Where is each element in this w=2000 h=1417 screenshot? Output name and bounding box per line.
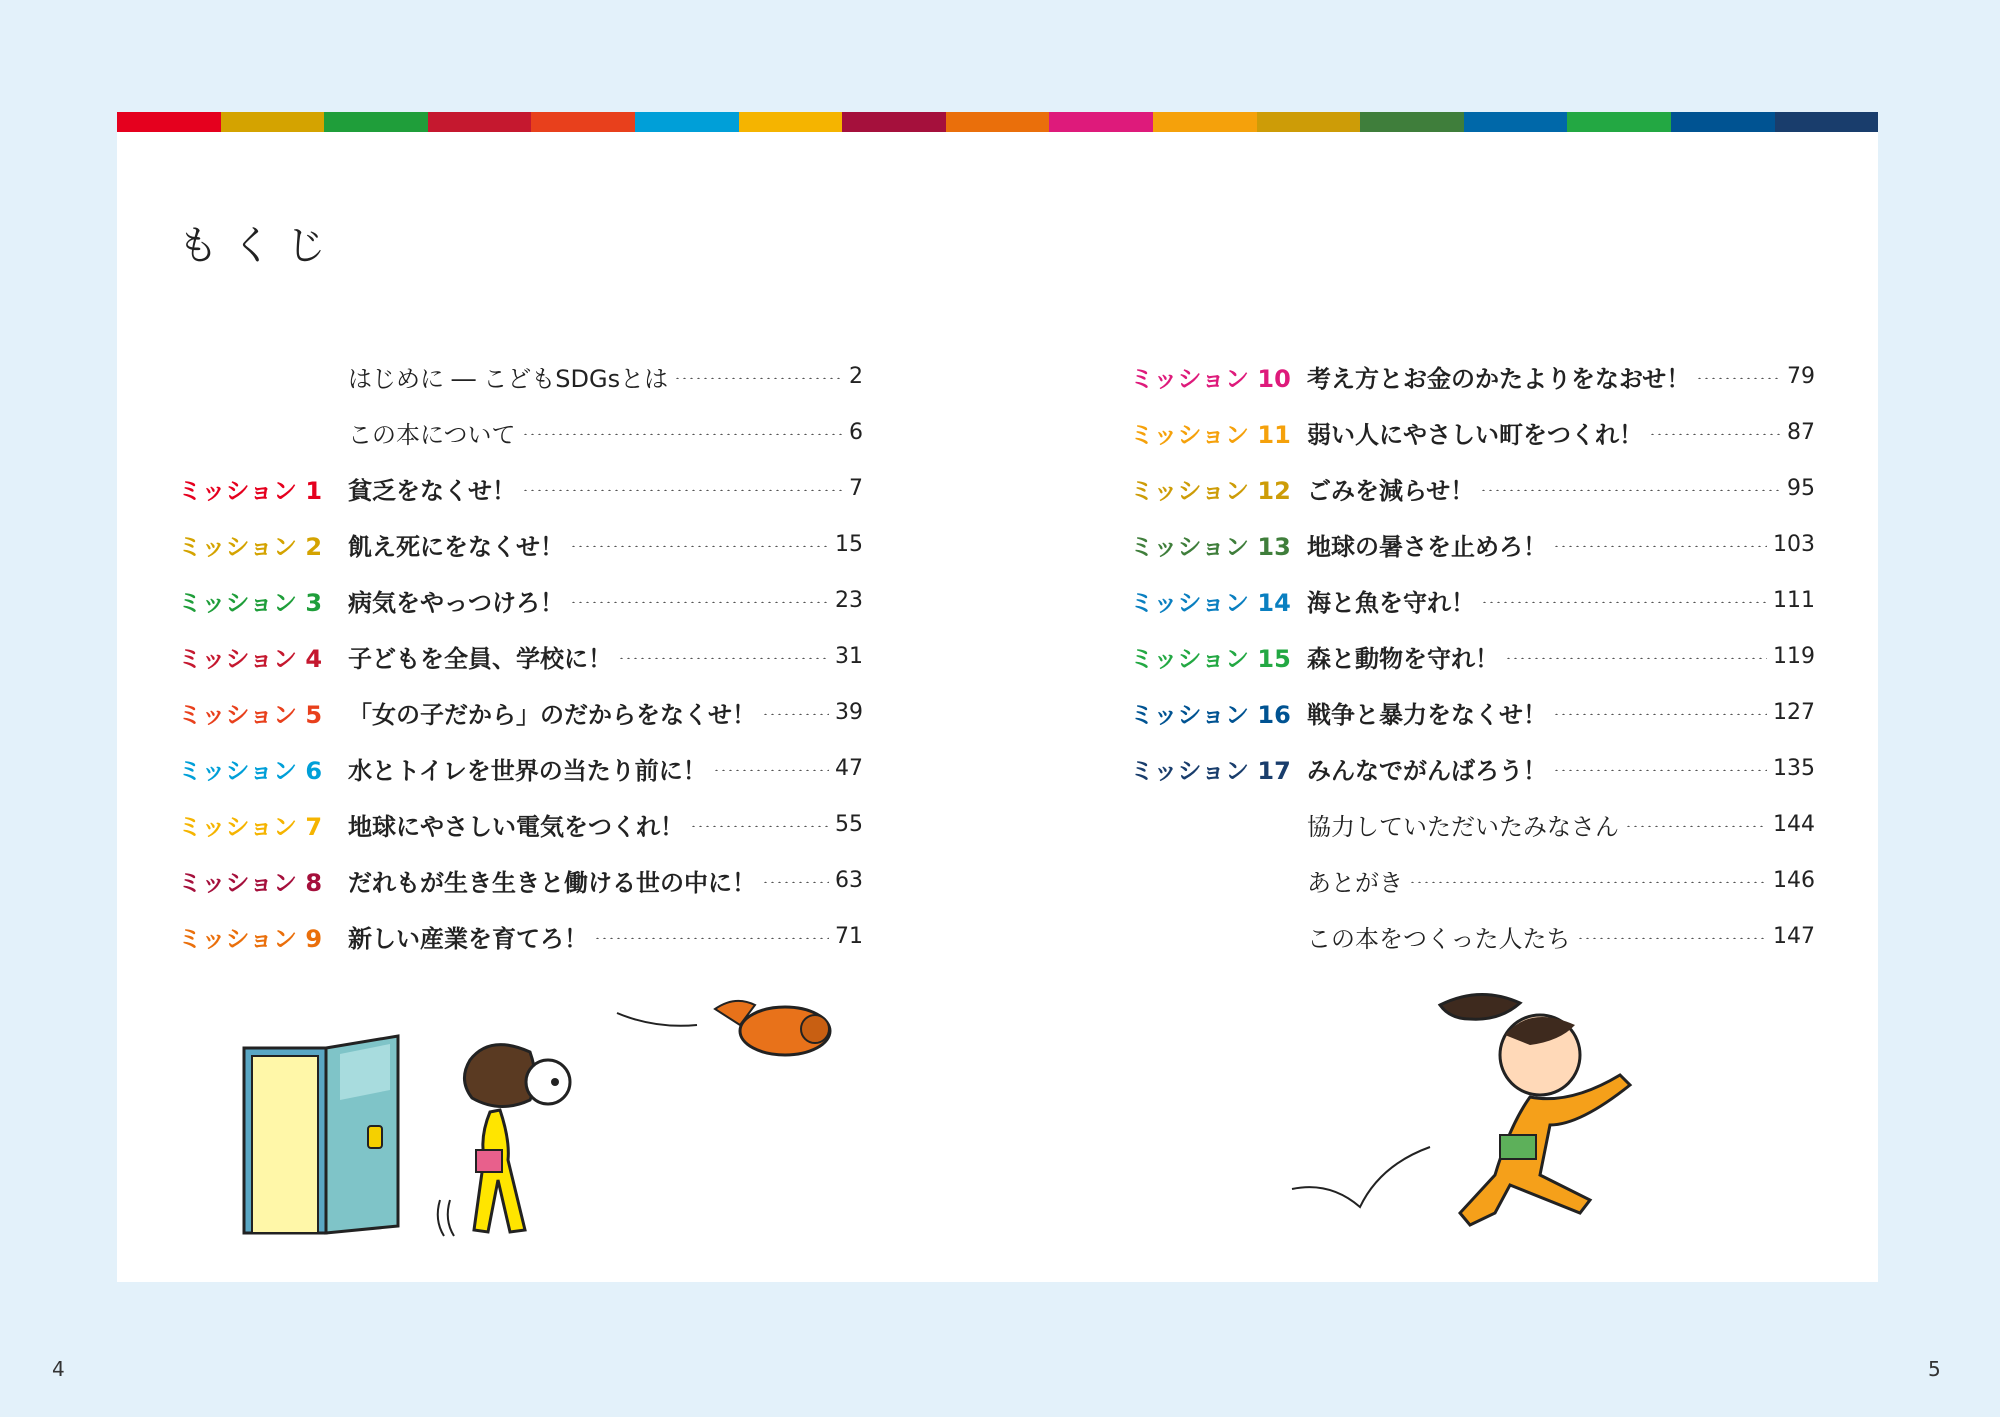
toc-page-number: 144 <box>1773 811 1815 837</box>
toc-entry-title: 森と動物を守れ！ <box>1307 644 1499 673</box>
dot-leader <box>713 769 829 771</box>
mission-label: ミッション 13 <box>1130 532 1291 561</box>
toc-page-number: 7 <box>849 475 863 501</box>
toc-entry[interactable] <box>1130 460 1815 516</box>
stripe-segment <box>739 112 843 132</box>
toc-entry[interactable] <box>178 628 863 684</box>
toc-entry-title: 貧乏をなくせ！ <box>348 476 516 505</box>
toc-page-number: 15 <box>835 531 863 557</box>
toc-entry[interactable] <box>178 852 863 908</box>
mission-label: ミッション 7 <box>178 812 323 841</box>
stripe-segment <box>428 112 532 132</box>
dot-leader <box>1480 489 1781 491</box>
stripe-segment <box>1464 112 1568 132</box>
toc-entry[interactable] <box>1130 628 1815 684</box>
toc-page-number: 147 <box>1773 923 1815 949</box>
dot-leader <box>618 657 829 659</box>
toc-page-number: 135 <box>1773 755 1815 781</box>
toc-entry[interactable] <box>178 684 863 740</box>
stripe-segment <box>117 112 221 132</box>
dot-leader <box>1625 825 1767 827</box>
mission-label: ミッション 6 <box>178 756 323 785</box>
toc-entry[interactable] <box>178 348 863 404</box>
toc-entry-title: 子どもを全員、学校に！ <box>348 644 612 673</box>
toc-entry[interactable] <box>1130 908 1815 964</box>
stripe-segment <box>1671 112 1775 132</box>
stripe-segment <box>842 112 946 132</box>
dot-leader <box>1577 937 1767 939</box>
toc-right-column <box>1130 348 1815 964</box>
toc-entry[interactable] <box>1130 740 1815 796</box>
stripe-segment <box>635 112 739 132</box>
mission-label: ミッション 9 <box>178 924 323 953</box>
toc-page-number: 79 <box>1787 363 1815 389</box>
dot-leader <box>1505 657 1767 659</box>
mission-label: ミッション 12 <box>1130 476 1291 505</box>
stripe-segment <box>1049 112 1153 132</box>
right-page-number: 5 <box>1928 1357 1941 1381</box>
mission-label: ミッション 16 <box>1130 700 1291 729</box>
toc-entry-title: ごみを減らせ！ <box>1307 476 1475 505</box>
stripe-segment <box>1775 112 1879 132</box>
toc-entry-title: 考え方とお金のかたよりをなおせ！ <box>1307 364 1691 393</box>
mission-label: ミッション 2 <box>178 532 323 561</box>
stripe-segment <box>946 112 1050 132</box>
toc-entry[interactable] <box>1130 796 1815 852</box>
toc-entry-title: 弱い人にやさしい町をつくれ！ <box>1307 420 1643 449</box>
toc-entry-title: この本について <box>348 420 516 449</box>
dot-leader <box>1553 545 1767 547</box>
toc-page-number: 87 <box>1787 419 1815 445</box>
toc-page-number: 47 <box>835 755 863 781</box>
mission-label: ミッション 1 <box>178 476 323 505</box>
toc-entry-title: あとがき <box>1307 868 1403 897</box>
toc-page-number: 6 <box>849 419 863 445</box>
toc-page-number: 127 <box>1773 699 1815 725</box>
toc-entry-title: だれもが生き生きと働ける世の中に！ <box>348 868 756 897</box>
toc-page-number: 31 <box>835 643 863 669</box>
girl-character-illustration <box>1290 985 1710 1245</box>
flying-squirrel-illustration <box>615 995 855 1075</box>
mission-label: ミッション 4 <box>178 644 323 673</box>
toc-entry[interactable] <box>1130 404 1815 460</box>
dot-leader <box>1649 433 1781 435</box>
toc-entry-title: 地球にやさしい電気をつくれ！ <box>348 812 684 841</box>
stripe-segment <box>531 112 635 132</box>
toc-entry-title: みんなでがんばろう！ <box>1307 756 1547 785</box>
toc-page-number: 95 <box>1787 475 1815 501</box>
mission-label: ミッション 5 <box>178 700 323 729</box>
toc-entry-title: 水とトイレを世界の当たり前に！ <box>348 756 707 785</box>
left-page-number: 4 <box>52 1357 65 1381</box>
dot-leader <box>1409 881 1767 883</box>
stripe-segment <box>324 112 428 132</box>
dot-leader <box>1553 769 1767 771</box>
toc-entry[interactable] <box>1130 684 1815 740</box>
toc-entry[interactable] <box>178 796 863 852</box>
dot-leader <box>762 881 829 883</box>
toc-entry-title: この本をつくった人たち <box>1307 924 1571 953</box>
toc-entry-title: 病気をやっつけろ！ <box>348 588 564 617</box>
stripe-segment <box>1153 112 1257 132</box>
sdg-color-stripe <box>117 112 1878 132</box>
toc-entry-title: 戦争と暴力をなくせ！ <box>1307 700 1547 729</box>
toc-entry-title: 飢え死にをなくせ！ <box>348 532 564 561</box>
toc-entry[interactable] <box>1130 852 1815 908</box>
toc-entry-title: 協力していただいたみなさん <box>1307 812 1619 841</box>
dot-leader <box>690 825 829 827</box>
toc-entry-title: はじめに ― こどもSDGsとは <box>348 364 669 393</box>
toc-entry-title: 地球の暑さを止めろ！ <box>1307 532 1547 561</box>
toc-page-number: 119 <box>1773 643 1815 669</box>
toc-entry[interactable] <box>178 460 863 516</box>
stripe-segment <box>1257 112 1361 132</box>
toc-entry[interactable] <box>178 740 863 796</box>
dot-leader <box>1553 713 1767 715</box>
mission-label: ミッション 15 <box>1130 644 1291 673</box>
toc-page-number: 103 <box>1773 531 1815 557</box>
toc-entry-title: 海と魚を守れ！ <box>1307 588 1475 617</box>
toc-page-number: 55 <box>835 811 863 837</box>
dot-leader <box>1481 601 1767 603</box>
stripe-segment <box>1360 112 1464 132</box>
boy-character-illustration <box>430 1040 600 1240</box>
toc-entry-title: 新しい産業を育てろ！ <box>348 924 588 953</box>
toc-page-number: 39 <box>835 699 863 725</box>
stripe-segment <box>1567 112 1671 132</box>
toc-page-number: 146 <box>1773 867 1815 893</box>
open-door-illustration <box>240 1030 410 1240</box>
mission-label: ミッション 3 <box>178 588 323 617</box>
mission-label: ミッション 14 <box>1130 588 1291 617</box>
toc-page-number: 23 <box>835 587 863 613</box>
toc-left-column <box>178 348 863 964</box>
toc-entry[interactable] <box>178 908 863 964</box>
dot-leader <box>522 489 843 491</box>
toc-page-number: 63 <box>835 867 863 893</box>
toc-entry-title: 「女の子だから」のだからをなくせ！ <box>348 700 756 729</box>
toc-entry[interactable] <box>178 572 863 628</box>
dot-leader <box>762 713 829 715</box>
dot-leader <box>594 937 829 939</box>
mission-label: ミッション 8 <box>178 868 323 897</box>
mission-label: ミッション 10 <box>1130 364 1291 393</box>
mission-label: ミッション 17 <box>1130 756 1291 785</box>
toc-page-number: 71 <box>835 923 863 949</box>
toc-entry[interactable] <box>1130 572 1815 628</box>
page-title: もくじ <box>178 223 340 269</box>
toc-entry[interactable] <box>1130 516 1815 572</box>
dot-leader <box>570 545 829 547</box>
toc-page-number: 2 <box>849 363 863 389</box>
toc-page-number: 111 <box>1773 587 1815 613</box>
dot-leader <box>674 377 843 379</box>
dot-leader <box>570 601 829 603</box>
toc-entry[interactable] <box>1130 348 1815 404</box>
mission-label: ミッション 11 <box>1130 420 1291 449</box>
dot-leader <box>522 433 843 435</box>
toc-entry[interactable] <box>178 404 863 460</box>
stripe-segment <box>221 112 325 132</box>
dot-leader <box>1696 377 1781 379</box>
toc-entry[interactable] <box>178 516 863 572</box>
